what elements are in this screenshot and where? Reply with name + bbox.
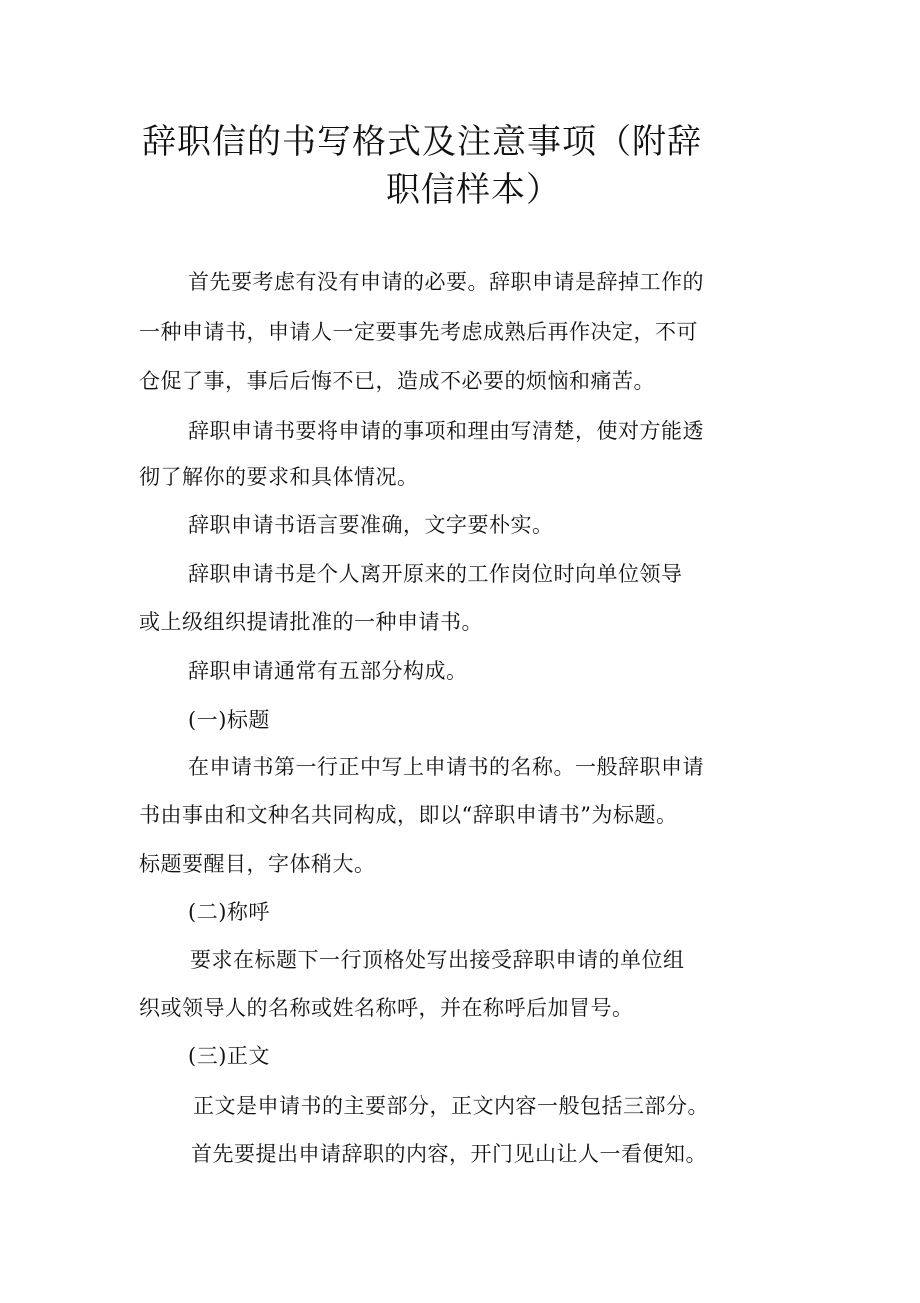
text-line: 书由事由和文种名共同构成，即以“辞职申请书”为标题。 [139,803,678,827]
text-line: 辞职申请书是个人离开原来的工作岗位时向单位领导 [188,562,683,586]
document-title [130,118,730,214]
text-line: 辞职申请通常有五部分构成。 [188,659,468,683]
text-line: 一种申请书，申请人一定要事先考虑成熟后再作决定，不可 [139,320,698,344]
text-line: 在申请书第一行正中写上申请书的名称。一般辞职申请 [188,755,704,779]
text-line: 辞职申请书语言要准确，文字要朴实。 [188,513,554,537]
text-line: 标题要醒目，字体稍大。 [139,852,376,876]
text-line: 或上级组织提请批准的一种申请书。 [139,610,483,634]
section-heading: (二)称呼 [188,900,270,924]
text-line: 要求在标题下一行顶格处写出接受辞职申请的单位组 [190,948,685,972]
section-heading: (一)标题 [188,708,270,732]
section-heading: (三)正文 [188,1044,270,1068]
text-line: 仓促了事，事后后悔不已，造成不必要的烦恼和痛苦。 [139,369,655,393]
text-line: 织或领导人的名称或姓名称呼，并在称呼后加冒号。 [139,996,634,1020]
text-line: 首先要提出申请辞职的内容，开门见山让人一看便知。 [191,1142,707,1166]
text-line: 辞职申请书要将申请的事项和理由写清楚，使对方能透 [188,419,704,443]
text-line: 彻了解你的要求和具体情况。 [139,465,419,489]
title-line-1: 辞职信的书写格式及注意事项（附辞 [142,122,702,162]
text-line: 首先要考虑有没有申请的必要。辞职申请是辞掉工作的 [188,270,704,294]
title-line-2: 职信样本） [386,170,561,210]
text-line: 正文是申请书的主要部分，正文内容一般包括三部分。 [193,1094,709,1118]
